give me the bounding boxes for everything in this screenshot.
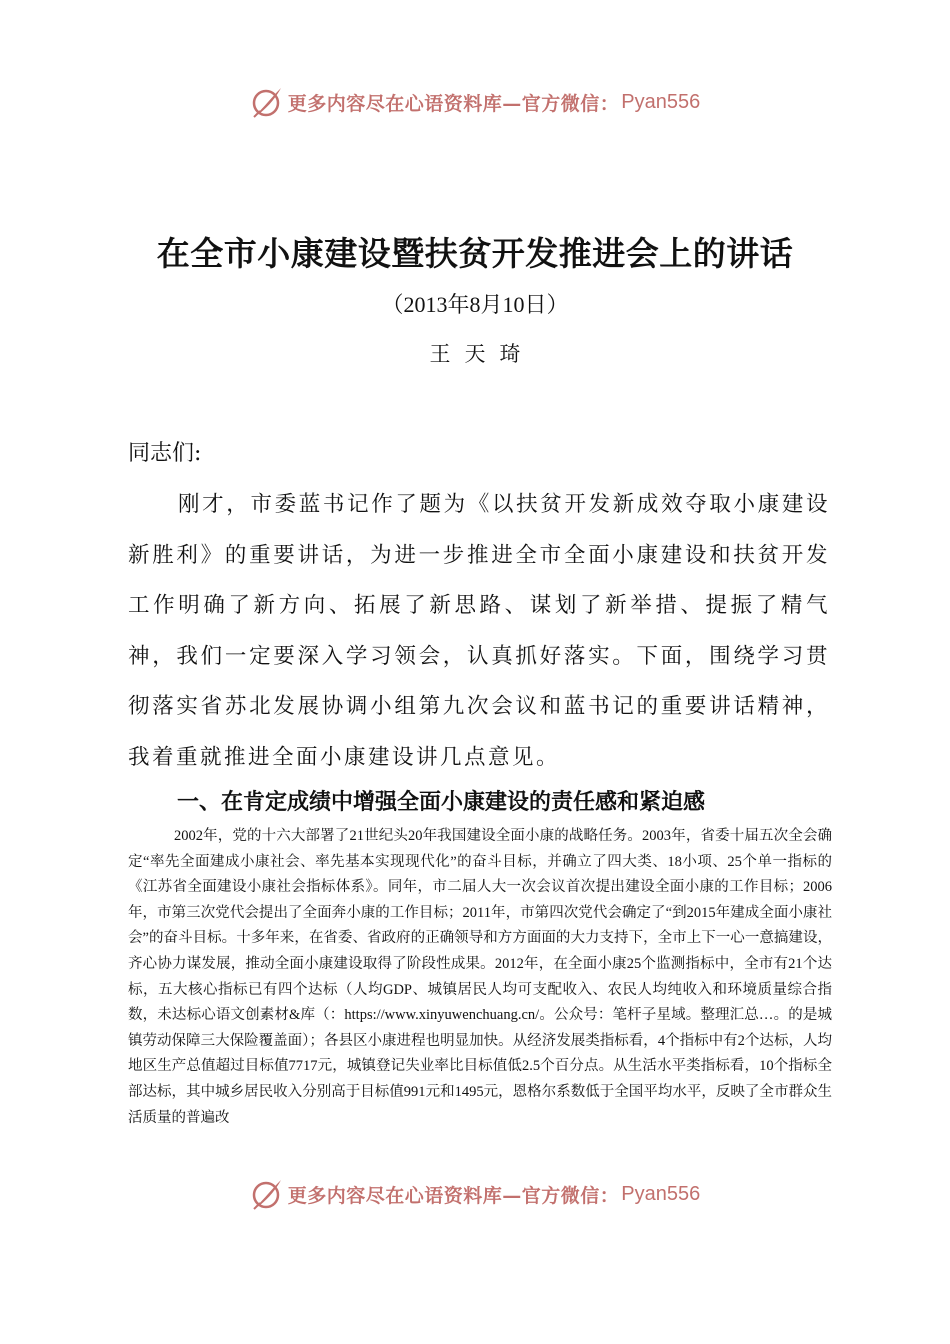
intro-paragraph: 刚才，市委蓝书记作了题为《以扶贫开发新成效夺取小康建设新胜利》的重要讲话，为进一步推进全市全面小康建设和扶贫开发工作明确了新方向、拓展了新思路、谋划了新举措、提振了精气神，我们一定要深入学习领会，认真抓好落实。下面，围绕学习贯彻落实省苏北发展协调小组第九次会议和蓝书记的重要讲话精神，我着重就推进全面小康建设讲几点意见。 bbox=[128, 492, 830, 770]
section-heading: 一、在肯定成绩中增强全面小康建设的责任感和紧迫感 bbox=[177, 790, 706, 815]
quill-logo-icon bbox=[250, 85, 284, 119]
page-title: 在全市小康建设暨扶贫开发推进会上的讲话 bbox=[156, 234, 794, 273]
quill-logo-icon bbox=[250, 1177, 284, 1211]
section-body-paragraph: 2002年，党的十六大部署了21世纪头20年我国建设全面小康的战略任务。2003年，省委十届五次全会确定“率先全面建成小康社会、率先基本实现现代化”的奋斗目标，并确立了四大类、18小项、25个单一指标的《江苏省全面建设小康社会指标体系》。同年，市二届人大一次会议首次提出建设全面小康的工作目标；2006年，市第三次党代会提出了全面奔小康的工作目标；2011年，市第四次党代会确定了“到2015年建成全面小康社会”的奋斗目标。十多年来，在省委、省政府的正确领导和方方面面的大力支持下，全市上下一心一意搞建设，齐心协力谋发展，推动全面小康建设取得了阶段性成果。2012年，在全面小康25个监测指标中，全市有21个达标，五大核心指标已有四个达标（人均GDP、城镇居民人均可支配收入、农民人均纯收入和环境质量综合指数，未达标心语文创素材&库（：https://www.xinyuwenchuang.cn/。公众号：笔杆子星域。整理汇总…。的是城镇劳动保障三大保险覆盖面）；各县区小康进程也明显加快。从经济发展类指标看，4个指标中有2个达标，人均地区生产总值超过目标值7717元，城镇登记失业率比目标值低2.5个百分点。从生活水平类指标看，10个指标全部达标，其中城乡居民收入分别高于目标值991元和1495元，恩格尔系数低于全国平均水平，反映了全市群众生活质量的普遍改 bbox=[128, 828, 832, 1126]
salutation: 同志们: bbox=[128, 441, 202, 466]
watermark-banner-top bbox=[0, 82, 950, 122]
watermark-text: 更多内容尽在心语资料库—官方微信： bbox=[287, 92, 620, 115]
speech-date: （2013年8月10日） bbox=[381, 292, 569, 317]
speech-author: 王天琦 bbox=[429, 342, 535, 366]
watermark-wechat-id: Pyan556 bbox=[621, 1182, 701, 1205]
watermark-banner-bottom bbox=[0, 1174, 950, 1214]
watermark-wechat-id: Pyan556 bbox=[621, 90, 701, 113]
watermark-text: 更多内容尽在心语资料库—官方微信： bbox=[287, 1184, 620, 1207]
